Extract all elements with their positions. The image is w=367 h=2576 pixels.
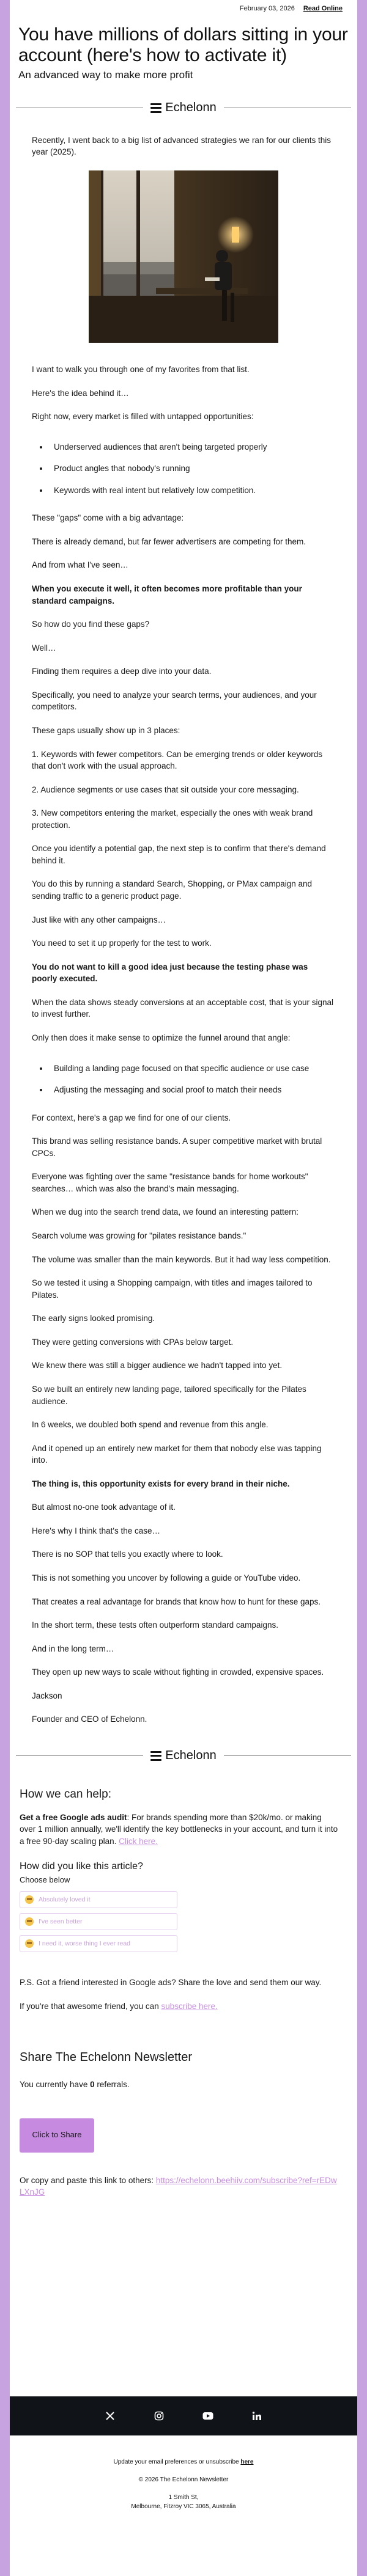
feedback-option-seen-better[interactable] bbox=[20, 1913, 177, 1930]
social-footer bbox=[10, 2396, 357, 2435]
paragraph: Well… bbox=[32, 643, 56, 653]
paragraph: This brand was selling resistance bands. A super competitive market with brutal CPCs. bbox=[32, 1136, 322, 1158]
paragraph: And it opened up an entirely new market for them that nobody else was tapping into. bbox=[32, 1443, 322, 1465]
paragraph: There is no SOP that tells you exactly where to look. bbox=[32, 1550, 223, 1559]
list-item: • Adjusting the messaging and social proof to match their needs bbox=[49, 1084, 335, 1096]
subscribe-text: If you're that awesome friend, you can bbox=[20, 2001, 161, 2011]
paragraph: Here's why I think that's the case… bbox=[32, 1526, 160, 1535]
x-icon[interactable] bbox=[105, 2410, 116, 2421]
paragraph: The volume was smaller than the main keywords. But it had way less competition. bbox=[32, 1254, 331, 1264]
paragraph: These "gaps" come with a big advantage: bbox=[32, 513, 184, 523]
feedback-option-label: I need it, worse thing I ever read bbox=[39, 1939, 130, 1947]
share-link-text: Or copy and paste this link to others: bbox=[20, 2175, 156, 2185]
paragraph: The thing is, this opportunity exists for every brand in their niche. bbox=[32, 1479, 290, 1488]
sad-face-icon bbox=[25, 1939, 34, 1948]
paragraph: We knew there was still a bigger audience we hadn't tapped into yet. bbox=[32, 1361, 283, 1370]
paragraph: In the short term, these tests often outperform standard campaigns. bbox=[32, 1620, 278, 1630]
referral-link[interactable]: https://echelonn.beehiiv.com/subscribe?ref=rEDwLXnJG bbox=[20, 2175, 337, 2197]
preferences-line bbox=[10, 2457, 357, 2467]
paragraph: The early signs looked promising. bbox=[32, 1314, 155, 1323]
paragraph: They open up new ways to scale without fighting in crowded, expensive spaces. bbox=[32, 1667, 324, 1677]
bullet-list bbox=[49, 441, 335, 497]
feedback-option-loved[interactable] bbox=[20, 1891, 177, 1908]
help-heading: How we can help: bbox=[20, 1787, 111, 1801]
echelonn-logo bbox=[143, 1747, 223, 1765]
unsubscribe-link[interactable]: here bbox=[240, 2459, 254, 2465]
share-link-paragraph bbox=[20, 2175, 339, 2198]
logo-text: Echelonn bbox=[165, 1749, 217, 1763]
hero-photo bbox=[89, 170, 278, 343]
paragraph: And in the long term… bbox=[32, 1644, 114, 1653]
paragraph: You need to set it up properly for the test to work. bbox=[32, 939, 212, 948]
paragraph: Right now, every market is filled with untapped opportunities: bbox=[32, 412, 254, 422]
address-line-1: 1 Smith St, bbox=[168, 2494, 199, 2501]
click-to-share-button[interactable]: Click to Share bbox=[20, 2118, 94, 2153]
paragraph: When we dug into the search trend data, we found an interesting pattern: bbox=[32, 1207, 299, 1217]
feedback-subheading: Choose below bbox=[20, 1875, 70, 1885]
address-line-2: Melbourne, Fitzroy VIC 3065, Australia bbox=[131, 2503, 236, 2510]
paragraph: In 6 weeks, we doubled both spend and revenue from this angle. bbox=[32, 1420, 269, 1430]
paragraph: Everyone was fighting over the same "resistance bands for home workouts" searches… which was also the brand's main messaging. bbox=[32, 1172, 308, 1193]
signature-name: Jackson bbox=[32, 1691, 62, 1700]
logo-mark-icon bbox=[150, 103, 161, 113]
share-heading: Share The Echelonn Newsletter bbox=[20, 2051, 193, 2065]
paragraph: That creates a real advantage for brands that know how to hunt for these gaps. bbox=[32, 1597, 321, 1606]
brand-divider bbox=[10, 1737, 357, 1775]
logo-text: Echelonn bbox=[165, 101, 217, 115]
paragraph: When the data shows steady conversions at an acceptable cost, that is your signal to invest further. bbox=[32, 997, 334, 1019]
paragraph: These gaps usually show up in 3 places: bbox=[32, 725, 180, 735]
feedback-option-label: Absolutely loved it bbox=[39, 1895, 91, 1903]
headline: You have millions of dollars sitting in your account (here's how to activate it) bbox=[18, 24, 348, 65]
paragraph: You do not want to kill a good idea just because the testing phase was poorly executed. bbox=[32, 962, 308, 984]
article-body bbox=[10, 134, 357, 1725]
subscribe-here-link[interactable]: subscribe here. bbox=[161, 2001, 218, 2011]
subscribe-paragraph bbox=[20, 2000, 339, 2013]
neutral-face-icon bbox=[25, 1917, 34, 1926]
paragraph: Once you identify a potential gap, the next step is to confirm that there's demand behind it. bbox=[32, 844, 326, 865]
share-section bbox=[20, 2049, 339, 2198]
paragraph: This is not something you uncover by following a guide or YouTube video. bbox=[32, 1573, 301, 1583]
brand-divider bbox=[10, 89, 357, 127]
happy-face-icon bbox=[25, 1895, 34, 1904]
paragraph: Specifically, you need to analyze your search terms, your audiences, and your competitors. bbox=[32, 690, 317, 712]
echelonn-logo bbox=[143, 99, 223, 117]
newsletter-card bbox=[10, 0, 357, 2576]
paragraph: So we tested it using a Shopping campaign, with titles and images tailored to Pilates. bbox=[32, 1278, 313, 1300]
paragraph: 1. Keywords with fewer competitors. Can be emerging trends or older keywords that don't work with the usual approach. bbox=[32, 749, 322, 771]
divider-rule bbox=[224, 1755, 351, 1756]
paragraph: You do this by running a standard Search, Shopping, or PMax campaign and sending traffic to a generic product page. bbox=[32, 879, 313, 901]
paragraph: For context, here's a gap we find for one of our clients. bbox=[32, 1113, 231, 1122]
paragraph: When you execute it well, it often becomes more profitable than your standard campaigns. bbox=[32, 584, 302, 606]
hero bbox=[10, 18, 357, 83]
paragraph: Here's the idea behind it… bbox=[32, 388, 129, 398]
help-paragraph bbox=[20, 1812, 339, 1848]
feedback-heading: How did you like this article? bbox=[20, 1861, 143, 1872]
referral-count-text bbox=[20, 2079, 339, 2091]
subheadline: An advanced way to make more profit bbox=[18, 69, 193, 81]
referral-count-pre: You currently have bbox=[20, 2080, 91, 2090]
instagram-icon[interactable] bbox=[154, 2410, 165, 2421]
paragraph: Only then does it make sense to optimize the funnel around that angle: bbox=[32, 1033, 291, 1042]
audit-click-here-link[interactable]: Click here. bbox=[119, 1836, 158, 1846]
feedback-option-worse[interactable] bbox=[20, 1935, 177, 1952]
paragraph: And from what I've seen… bbox=[32, 560, 128, 570]
list-item: • Keywords with real intent but relatively low competition. bbox=[49, 485, 335, 497]
ps-paragraph: P.S. Got a friend interested in Google ads? Share the love and send them our way. bbox=[20, 1978, 322, 1988]
list-item: • Product angles that nobody's running bbox=[49, 463, 335, 475]
youtube-icon[interactable] bbox=[202, 2410, 213, 2421]
paragraph: Just like with any other campaigns… bbox=[32, 915, 166, 924]
issue-date: February 03, 2026 bbox=[239, 5, 295, 13]
copyright: © 2026 The Echelonn Newsletter bbox=[138, 2476, 229, 2483]
list-item: • Underserved audiences that aren't being targeted properly bbox=[49, 441, 335, 453]
paragraph: 3. New competitors entering the market, especially the ones with weak brand protection. bbox=[32, 808, 313, 830]
logo-mark-icon bbox=[150, 1751, 161, 1761]
linkedin-icon[interactable] bbox=[251, 2410, 262, 2421]
referral-count: 0 bbox=[90, 2080, 95, 2090]
top-bar bbox=[10, 0, 357, 18]
paragraph: I want to walk you through one of my favorites from that list. bbox=[32, 364, 250, 374]
paragraph: So we built an entirely new landing page, tailored specifically for the Pilates audience. bbox=[32, 1384, 306, 1406]
audit-offer-text: : For brands spending more than $20k/mo. or making over 1 million annually, we'll identify the key bottlenecks in your account, and turn it into a free 90-day scaling plan. bbox=[20, 1812, 338, 1846]
audit-offer-lead: Get a free Google ads audit bbox=[20, 1812, 127, 1822]
read-online-link[interactable]: Read Online bbox=[303, 5, 343, 13]
paragraph: They were getting conversions with CPAs below target. bbox=[32, 1337, 234, 1347]
paragraph: There is already demand, but far fewer advertisers are competing for them. bbox=[32, 536, 306, 546]
paragraph: So how do you find these gaps? bbox=[32, 620, 150, 629]
signature-title: Founder and CEO of Echelonn. bbox=[32, 1714, 147, 1724]
help-section bbox=[10, 1786, 357, 2198]
paragraph: Search volume was growing for "pilates resistance bands." bbox=[32, 1231, 247, 1241]
bullet-list bbox=[49, 1063, 335, 1096]
referral-count-post: referrals. bbox=[94, 2080, 130, 2090]
paragraph: But almost no-one took advantage of it. bbox=[32, 1502, 176, 1512]
preferences-text: Update your email preferences or unsubscribe bbox=[113, 2459, 241, 2465]
feedback-option-label: I've seen better bbox=[39, 1917, 83, 1925]
man-at-window-image bbox=[89, 170, 278, 343]
footer-text bbox=[10, 2435, 357, 2511]
paragraph: 2. Audience segments or use cases that sit outside your core messaging. bbox=[32, 785, 299, 794]
list-item: • Building a landing page focused on that specific audience or use case bbox=[49, 1063, 335, 1075]
paragraph: Recently, I went back to a big list of advanced strategies we ran for our clients this year (2025). bbox=[32, 135, 331, 157]
divider-rule bbox=[16, 1755, 143, 1756]
paragraph: Finding them requires a deep dive into your data. bbox=[32, 667, 212, 676]
